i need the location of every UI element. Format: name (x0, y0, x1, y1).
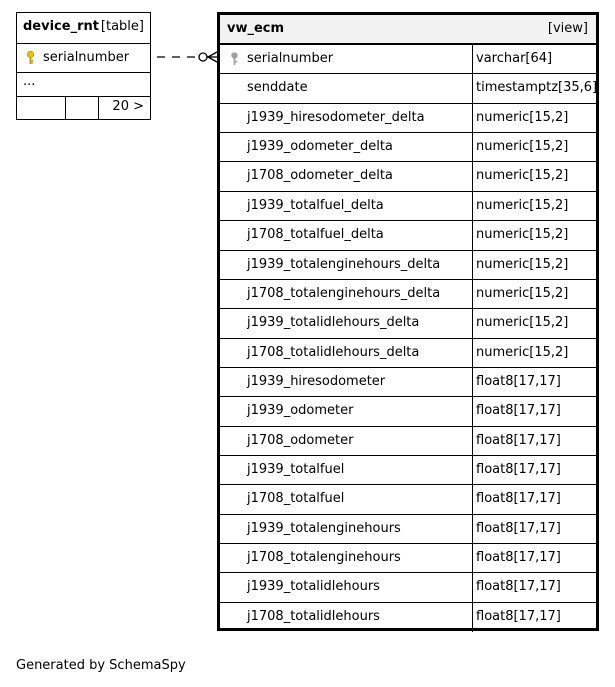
column-divider (472, 309, 473, 337)
view-kind: [view] (547, 21, 588, 36)
column-name: j1708_odometer (247, 432, 354, 448)
column-name: j1708_totalenginehours_delta (247, 285, 441, 301)
column-type: varchar[64] (476, 51, 553, 66)
column-type: numeric[15,2] (476, 344, 569, 360)
column-name: j1939_totalfuel_delta (247, 197, 384, 213)
column-row[interactable] (220, 485, 596, 514)
column-divider (472, 339, 473, 367)
column-divider (472, 427, 473, 455)
column-divider (472, 221, 473, 249)
view-name[interactable]: vw_ecm (227, 21, 285, 36)
table-kind: [table] (100, 19, 144, 34)
column-type: numeric[15,2] (476, 168, 569, 184)
column-name: j1708_odometer_delta (247, 168, 393, 184)
column-row[interactable] (220, 397, 596, 426)
column-row[interactable] (220, 104, 596, 133)
column-name: j1939_totalidlehours (247, 579, 380, 595)
column-row[interactable] (220, 221, 596, 250)
column-name: j1939_totalfuel (247, 462, 345, 478)
column-name: j1939_totalidlehours_delta (247, 315, 420, 331)
column-type: float8[17,17] (476, 579, 561, 595)
column-row[interactable] (220, 368, 596, 397)
column-type: float8[17,17] (476, 373, 561, 389)
column-type: numeric[15,2] (476, 139, 569, 155)
column-type: numeric[15,2] (476, 109, 569, 125)
column-divider (472, 45, 473, 73)
column-row[interactable] (220, 251, 596, 280)
column-divider (472, 162, 473, 190)
column-name: j1939_odometer_delta (247, 139, 393, 155)
column-type: float8[17,17] (476, 608, 561, 624)
column-type: float8[17,17] (476, 403, 561, 419)
column-name: senddate (247, 80, 308, 96)
column-name: j1708_totalfuel_delta (247, 227, 384, 243)
column-type: numeric[15,2] (476, 197, 569, 213)
children-count-link[interactable]: 20 > (112, 99, 144, 114)
column-type: float8[17,17] (476, 462, 561, 478)
column-divider (472, 192, 473, 220)
column-name: j1708_totalidlehours (247, 608, 380, 624)
column-divider (472, 280, 473, 308)
column-name: j1708_totalenginehours (247, 550, 401, 566)
column-type: float8[17,17] (476, 432, 561, 448)
column-row[interactable] (220, 45, 596, 74)
ellipsis: ... (23, 74, 36, 89)
column-divider (472, 456, 473, 484)
column-type: float8[17,17] (476, 520, 561, 536)
column-name: j1939_totalenginehours (247, 520, 401, 536)
vw-ecm-header (220, 15, 596, 45)
column-row[interactable] (220, 515, 596, 544)
column-row[interactable] (220, 544, 596, 573)
column-type: numeric[15,2] (476, 315, 569, 331)
column-row[interactable] (220, 603, 596, 632)
crowfoot-lower (208, 57, 217, 62)
column-row[interactable] (220, 339, 596, 368)
column-divider (472, 368, 473, 396)
column-name: serialnumber (43, 50, 130, 65)
column-row[interactable] (220, 427, 596, 456)
column-name: serialnumber (247, 51, 334, 66)
column-name: j1939_hiresodometer_delta (247, 109, 425, 125)
column-divider (472, 573, 473, 601)
column-row[interactable] (220, 309, 596, 338)
column-divider (472, 251, 473, 279)
column-row[interactable] (220, 456, 596, 485)
column-divider (472, 603, 473, 632)
table-name[interactable]: device_rnt (23, 19, 99, 34)
key-icon (230, 52, 239, 66)
column-row[interactable] (220, 162, 596, 191)
column-divider (472, 133, 473, 161)
column-divider (472, 485, 473, 513)
column-name: j1708_totalfuel (247, 491, 345, 507)
vw-ecm-columns (220, 45, 596, 628)
column-name: j1939_odometer (247, 403, 354, 419)
column-row[interactable] (220, 280, 596, 309)
vw-ecm-view[interactable] (217, 12, 599, 631)
column-type: timestamptz[35,6] (476, 80, 598, 96)
crowfoot-upper (208, 52, 217, 57)
column-row[interactable] (220, 133, 596, 162)
optional-circle (199, 53, 207, 61)
column-name: j1939_totalenginehours_delta (247, 256, 441, 272)
column-row[interactable] (220, 573, 596, 602)
column-type: float8[17,17] (476, 491, 561, 507)
column-type: numeric[15,2] (476, 285, 569, 301)
column-name: j1939_hiresodometer (247, 373, 386, 389)
column-type: numeric[15,2] (476, 256, 569, 272)
generated-by-credit: Generated by SchemaSpy (16, 658, 186, 673)
column-divider (472, 544, 473, 572)
column-type: float8[17,17] (476, 550, 561, 566)
column-divider (472, 397, 473, 425)
column-divider (472, 74, 473, 102)
column-row[interactable] (220, 192, 596, 221)
column-type: numeric[15,2] (476, 227, 569, 243)
column-divider (472, 104, 473, 132)
column-divider (472, 515, 473, 543)
column-name: j1708_totalidlehours_delta (247, 344, 420, 360)
column-row[interactable] (220, 74, 596, 103)
